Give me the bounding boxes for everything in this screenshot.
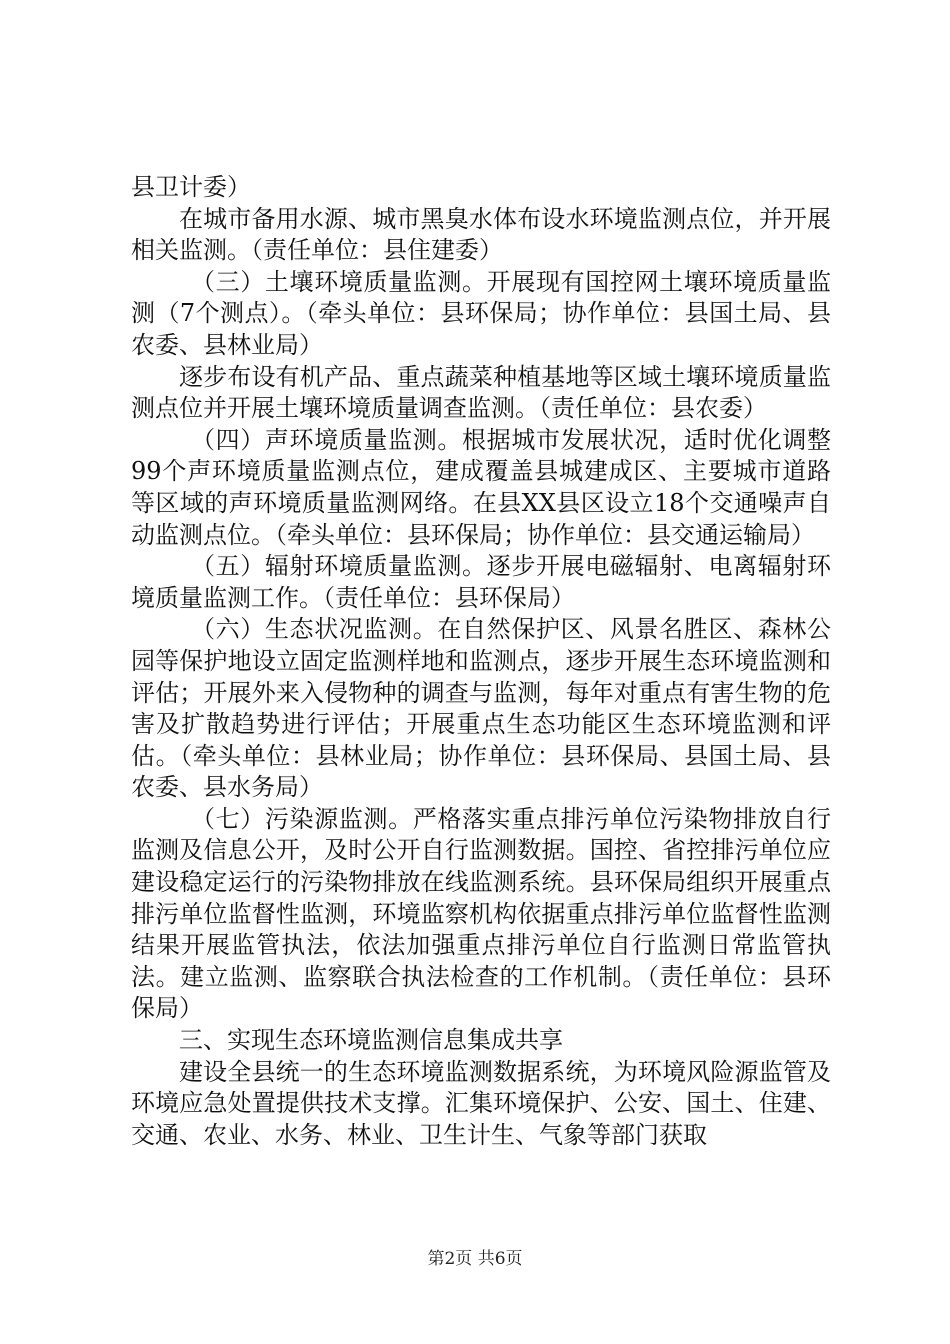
paragraph-data-system: 建设全县统一的生态环境监测数据系统，为环境风险源监管及环境应急处置提供技术支撑。汇集环境保护、公安、国土、住建、交通、农业、水务、林业、卫生计生、气象等部门获取 <box>131 1057 831 1149</box>
paragraph-continuation: 县卫计委） <box>131 173 251 201</box>
paragraph-radiation-monitoring: （五）辐射环境质量监测。逐步开展电磁辐射、电离辐射环境质量监测工作。（责任单位：县环保局） <box>131 552 831 612</box>
paragraph-pollution-source-monitoring: （七）污染源监测。严格落实重点排污单位污染物排放自行监测及信息公开，及时公开自行监测数据。国控、省控排污单位应建设稳定运行的污染物排放在线监测系统。县环保局组织开展重点排污单位监督性监测，环境监察机构依据重点排污单位监督性监测结果开展监管执法，依法加强重点排污单位自行监测日常监管执法。建立监测、监察联合执法检查的工作机制。（责任单位：县环保局） <box>131 804 831 1023</box>
paragraph-soil-survey: 逐步布设有机产品、重点蔬菜种植基地等区域土壤环境质量监测点位并开展土壤环境质量调查监测。（责任单位：县农委） <box>131 362 831 423</box>
paragraph-ecology-monitoring: （六）生态状况监测。在自然保护区、风景名胜区、森林公园等保护地设立固定监测样地和监测点，逐步开展生态环境监测和评估；开展外来入侵物种的调查与监测，每年对重点有害生物的危害及扩散趋势进行评估；开展重点生态功能区生态环境监测和评估。（牵头单位：县林业局；协作单位：县环保局、县国土局、县农委、县水务局） <box>131 615 831 802</box>
document-body <box>131 172 831 1151</box>
section-heading-info-sharing: 三、实现生态环境监测信息集成共享 <box>179 1026 563 1055</box>
paragraph-water-monitoring: 在城市备用水源、城市黑臭水体布设水环境监测点位，并开展相关监测。（责任单位：县住建委） <box>131 204 831 265</box>
page-footer <box>0 1244 950 1269</box>
page-number-label: 第2页 共6页 <box>427 1249 523 1269</box>
paragraph-soil-monitoring: （三）土壤环境质量监测。开展现有国控网土壤环境质量监测（7个测点）。（牵头单位：县环保局；协作单位：县国土局、县农委、县林业局） <box>131 267 831 359</box>
paragraph-noise-monitoring: （四）声环境质量监测。根据城市发展状况，适时优化调整99个声环境质量监测点位，建成覆盖县城建成区、主要城市道路等区域的声环境质量监测网络。在县XX县区设立18个交通噪声自动监测点位。（牵头单位：县环保局；协作单位：县交通运输局） <box>131 425 831 549</box>
